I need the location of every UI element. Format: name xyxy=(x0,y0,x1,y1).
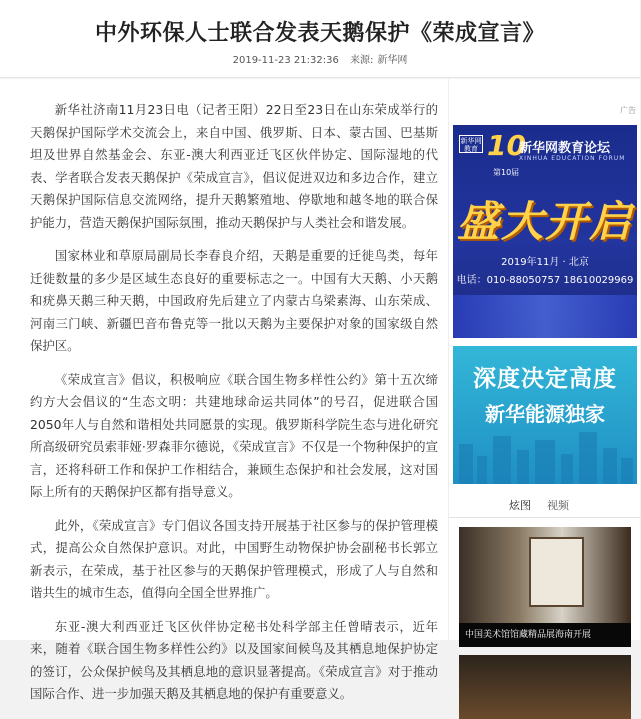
xinhua-logo: 新华网 教育 xyxy=(460,137,482,153)
article-paragraph: 此外，《荣成宣言》专门倡议各国支持开展基于社区参与的保护管理模式，提高公众自然保护意识。对此，中国野生动物保护协会副秘书长郭立新表示，在荣成，基于社区参与的天鹅保护管理模式，形成了人与自然和谐共生的城市生态，值得向全国全世界推广。 xyxy=(30,517,438,600)
forum-phone: 电话：010-88050757 18610029969 xyxy=(456,275,634,286)
article-body xyxy=(0,79,448,701)
city-skyline-decoration xyxy=(493,436,511,484)
forum-edition-label: 第10届 xyxy=(493,168,520,177)
source-name[interactable]: 新华网 xyxy=(377,55,408,66)
forum-title: 新华网教育论坛 xyxy=(519,141,611,156)
energy-ad-line2: 新华能源独家 xyxy=(485,402,605,426)
article-paragraph: 新华社济南11月23日电（记者王阳）22日至23日在山东荣成举行的天鹅保护国际学术交流会上，来自中国、俄罗斯、日本、蒙古国、巴基斯坦及世界自然基金会、东亚-澳大利西亚迁飞区伙伴协定、国际湿地的代表、学者联合发表天鹅保护《荣成宣言》，倡议促进双边和多边合作，建立天鹅保护国际信息交流网络，提升天鹅繁殖地、停歇地和越冬地的联合保护能力，营造天鹅保护国际氛围，推动天鹅保护与人类社会和谐发展。 xyxy=(30,102,438,230)
tab-photos[interactable]: 炫图 xyxy=(509,499,531,512)
gallery-photo[interactable] xyxy=(459,655,631,719)
painting-artwork xyxy=(529,537,584,607)
education-forum-ad-banner[interactable] xyxy=(453,125,637,338)
city-skyline-decoration xyxy=(535,440,555,484)
forum-headline: 盛大开启 xyxy=(456,197,633,246)
forum-date: 2019年11月 · 北京 xyxy=(501,257,589,268)
publish-datetime: 2019-11-23 21:32:36 xyxy=(232,55,339,66)
city-skyline-decoration xyxy=(621,458,633,484)
tab-videos[interactable]: 视频 xyxy=(547,499,569,512)
article-paragraph: 《荣成宣言》倡议，积极响应《联合国生物多样性公约》第十五次缔约方大会倡议的“生态文明：共建地球命运共同体”的号召，促进联合国2050年人与自然和谐相处共同愿景的实现。俄罗斯科学院生态与进化研究所高级研究员索菲娅·罗森菲尔德说，《荣成宣言》不仅是一个物种保护的宣言，还将科研工作和保护工作相结合，兼顾生态保护和社会发展，这对国际上所有的天鹅保护区都有指导意义。 xyxy=(30,371,438,499)
city-skyline-decoration xyxy=(477,456,487,484)
energy-ad-line1: 深度决定高度 xyxy=(473,366,617,392)
city-skyline-decoration xyxy=(603,448,617,484)
energy-ad-banner[interactable] xyxy=(453,346,637,484)
article-header xyxy=(0,0,640,78)
article-paragraph: 东亚-澳大利西亚迁飞区伙伴协定秘书处科学部主任曾晴表示，近年来，随着《联合国生物多样性公约》以及国家间候鸟及其栖息地保护协定的签订，公众保护候鸟及其栖息地的意识显著提高。《荣成宣言》对于推动国际合作、进一步加强天鹅及其栖息地的保护有重要意义。 xyxy=(30,618,438,701)
forum-edition-number: 10 xyxy=(487,129,526,162)
source-label: 来源: xyxy=(350,55,374,66)
photo-caption: 中国美术馆馆藏精品展海南开展 xyxy=(459,623,631,647)
article-meta xyxy=(0,51,640,66)
city-skyline-decoration xyxy=(459,444,473,484)
forum-title-english: XINHUA EDUCATION FORUM xyxy=(519,155,626,162)
article-paragraph: 国家林业和草原局副局长李春良介绍，天鹅是重要的迁徙鸟类，每年迁徙数量的多少是区域生态良好的重要标志之一。中国有大天鹅、小天鹅和疣鼻天鹅三种天鹅，中国政府先后建立了内蒙古乌梁素海、山东荣成、河南三门峡、新疆巴音布鲁克等一批以天鹅为主要保护对象的国家级自然保护区。 xyxy=(30,248,438,353)
city-skyline-decoration xyxy=(517,450,529,484)
ad-tag: 广告 xyxy=(620,106,636,115)
media-tabs xyxy=(449,492,641,518)
gallery-photo[interactable] xyxy=(459,527,631,647)
ad-decoration xyxy=(453,295,637,338)
city-skyline-decoration xyxy=(579,432,597,484)
city-skyline-decoration xyxy=(561,454,573,484)
page-title: 中外环保人士联合发表天鹅保护《荣成宣言》 xyxy=(94,21,545,46)
sidebar xyxy=(448,79,640,640)
